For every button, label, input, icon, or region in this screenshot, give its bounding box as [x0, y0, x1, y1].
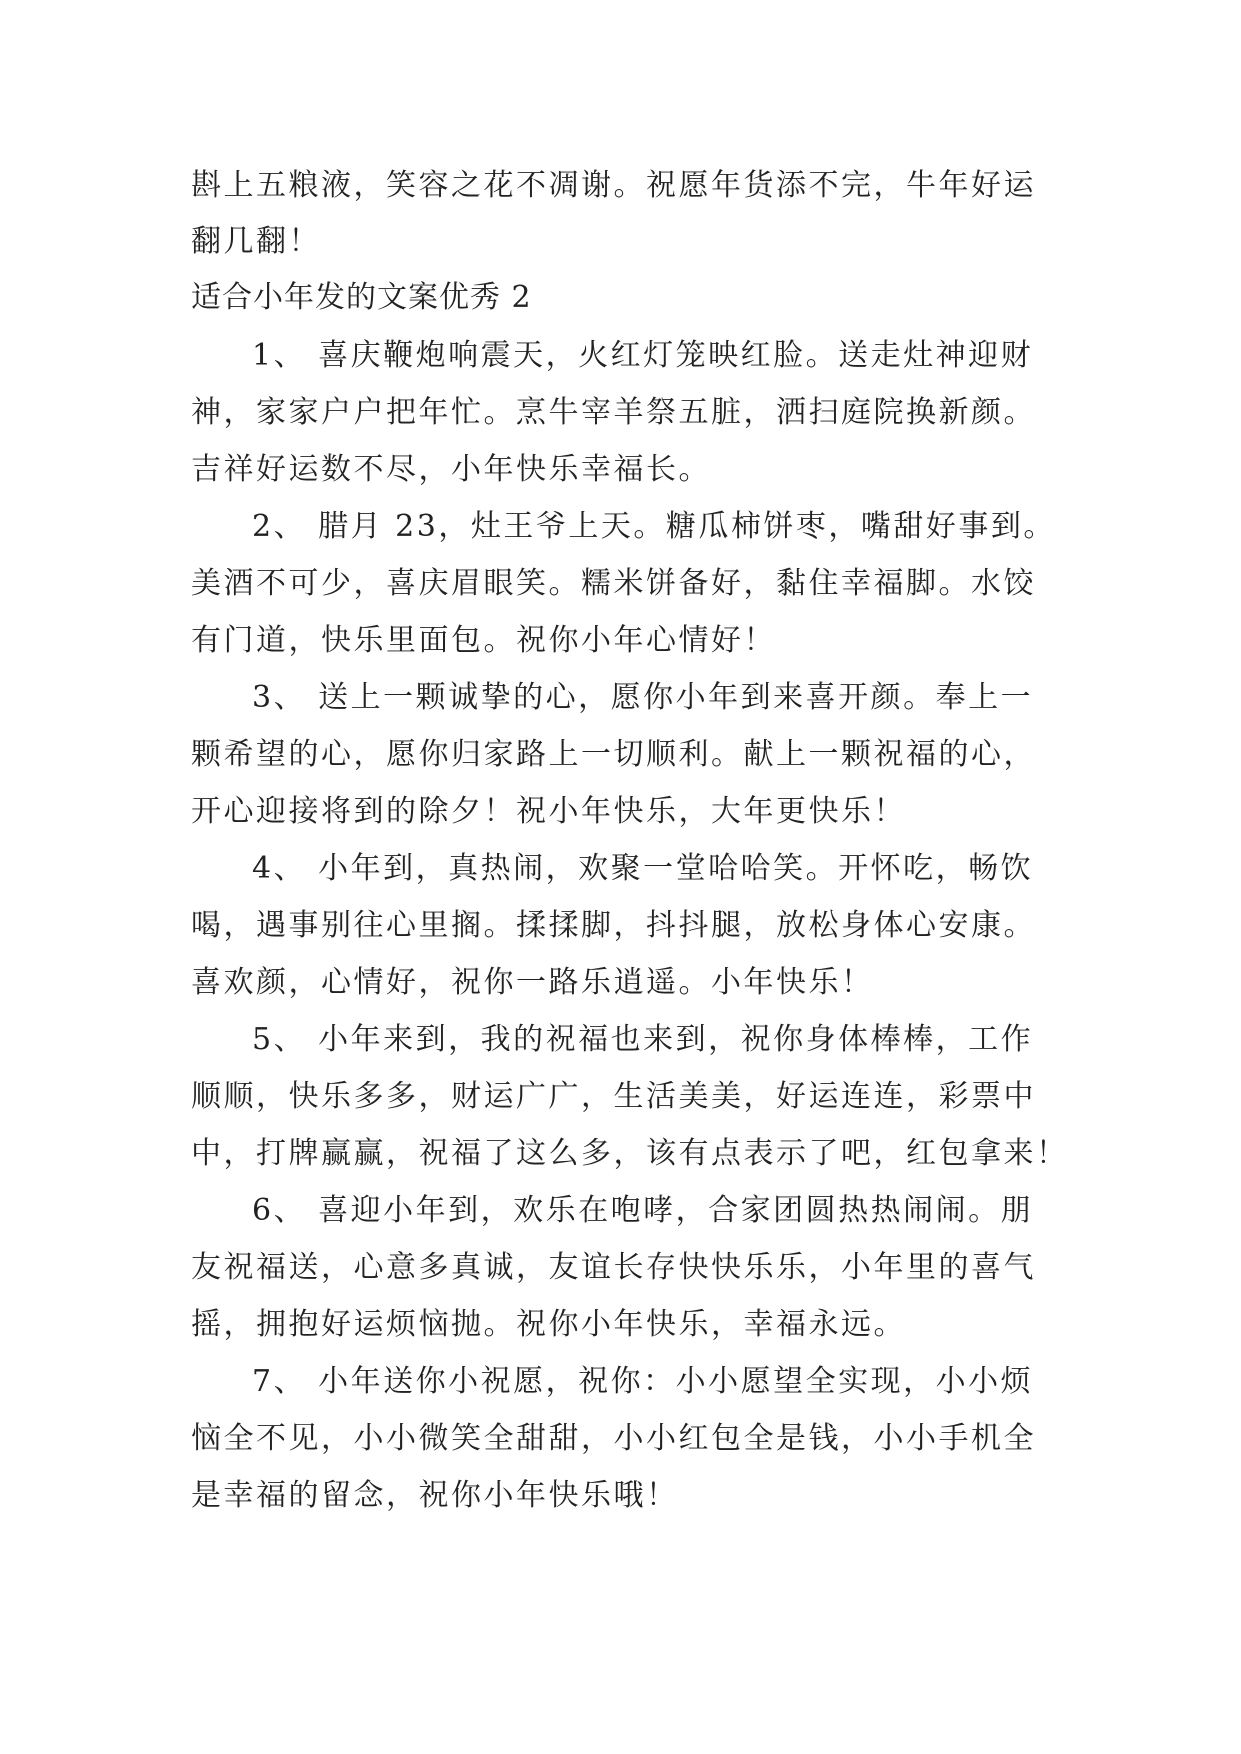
- item-5-line-3: 中，打牌赢赢，祝福了这么多，该有点表示了吧，红包拿来！: [191, 1136, 1069, 1171]
- item-3-line-3: 开心迎接将到的除夕！祝小年快乐，大年更快乐！: [191, 794, 906, 829]
- item-6-line-3: 摇，拥抱好运烦恼抛。祝你小年快乐，幸福永远。: [191, 1307, 906, 1342]
- item-7-line-3: 是幸福的留念，祝你小年快乐哦！: [191, 1478, 679, 1513]
- item-6-line-1: 6、 喜迎小年到，欢乐在咆哮，合家团圆热热闹闹。朋: [252, 1193, 1034, 1228]
- item-7-line-2: 恼全不见，小小微笑全甜甜，小小红包全是钱，小小手机全: [191, 1421, 1036, 1456]
- item-1-line-3: 吉祥好运数不尽，小年快乐幸福长。: [191, 452, 711, 487]
- intro-line-1: 斟上五粮液，笑容之花不凋谢。祝愿年货添不完，牛年好运: [191, 168, 1036, 203]
- item-7-line-1: 7、 小年送你小祝愿，祝你：小小愿望全实现，小小烦: [252, 1364, 1034, 1399]
- intro-line-2: 翻几翻！: [191, 224, 321, 259]
- item-4-line-1: 4、 小年到，真热闹，欢聚一堂哈哈笑。开怀吃，畅饮: [252, 851, 1034, 886]
- item-2-line-1: 2、 腊月 23，灶王爷上天。糖瓜柿饼枣，嘴甜好事到。: [252, 509, 1056, 544]
- item-3-line-2: 颗希望的心，愿你归家路上一切顺利。献上一颗祝福的心，: [191, 737, 1036, 772]
- item-4-line-3: 喜欢颜，心情好，祝你一路乐逍遥。小年快乐！: [191, 965, 874, 1000]
- item-3-line-1: 3、 送上一颗诚挚的心，愿你小年到来喜开颜。奉上一: [252, 680, 1034, 715]
- item-2-line-2: 美酒不可少，喜庆眉眼笑。糯米饼备好，黏住幸福脚。水饺: [191, 566, 1036, 601]
- item-1-line-1: 1、 喜庆鞭炮响震天，火红灯笼映红脸。送走灶神迎财: [252, 338, 1034, 373]
- item-6-line-2: 友祝福送，心意多真诚，友谊长存快快乐乐，小年里的喜气: [191, 1250, 1036, 1285]
- item-5-line-2: 顺顺，快乐多多，财运广广，生活美美，好运连连，彩票中: [191, 1079, 1036, 1114]
- item-2-line-3: 有门道，快乐里面包。祝你小年心情好！: [191, 623, 776, 658]
- item-4-line-2: 喝，遇事别往心里搁。揉揉脚，抖抖腿，放松身体心安康。: [191, 908, 1036, 943]
- item-1-line-2: 神，家家户户把年忙。烹牛宰羊祭五脏，洒扫庭院换新颜。: [191, 395, 1036, 430]
- item-5-line-1: 5、 小年来到，我的祝福也来到，祝你身体棒棒，工作: [252, 1022, 1034, 1057]
- section-title: 适合小年发的文案优秀 2: [191, 280, 532, 315]
